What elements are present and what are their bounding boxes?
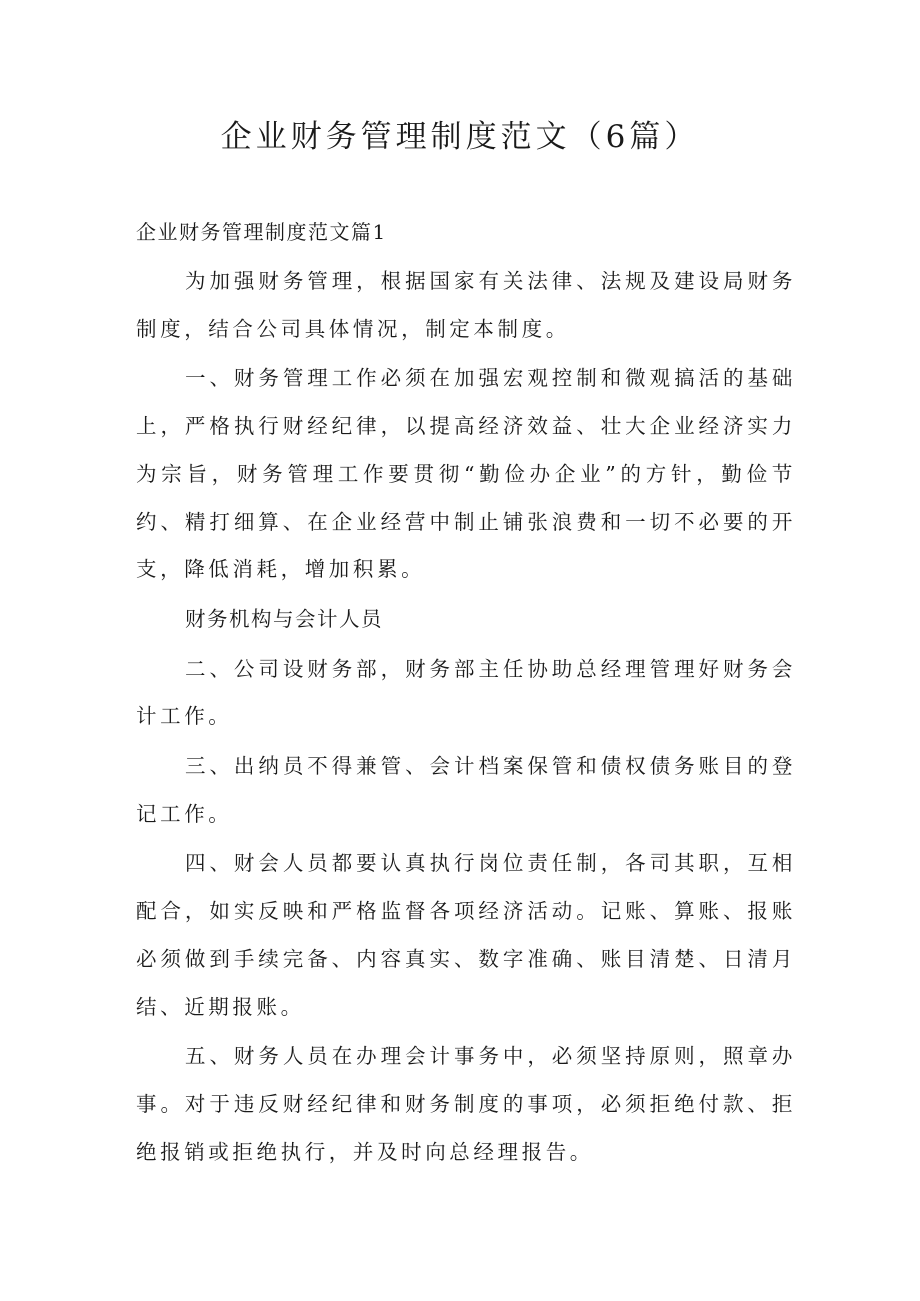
paragraph-intro: 为加强财务管理，根据国家有关法律、法规及建设局财务制度，结合公司具体情况，制定本制度。	[136, 269, 796, 341]
paragraph-article-1: 一、财务管理工作必须在加强宏观控制和微观搞活的基础上，严格执行财经纪律，以提高经济效益、壮大企业经济实力为宗旨，财务管理工作要贯彻“勤俭办企业”的方针，勤俭节约、精打细算、在企业经营中制止铺张浪费和一切不必要的开支，降低消耗，增加积累。	[136, 366, 796, 582]
section-heading: 企业财务管理制度范文篇1	[136, 220, 387, 244]
document-body	[136, 258, 796, 1178]
paragraph-article-3: 三、出纳员不得兼管、会计档案保管和债权债务账目的登记工作。	[136, 754, 796, 826]
paragraph-article-5: 五、财务人员在办理会计事务中，必须坚持原则，照章办事。对于违反财经纪律和财务制度的事项，必须拒绝付款、拒绝报销或拒绝执行，并及时向总经理报告。	[136, 1044, 796, 1164]
paragraph-article-2: 二、公司设财务部，财务部主任协助总经理管理好财务会计工作。	[136, 656, 796, 729]
subsection-heading: 财务机构与会计人员	[185, 606, 383, 631]
document-title: 企业财务管理制度范文（6篇）	[220, 119, 700, 155]
paragraph-article-4: 四、财会人员都要认真执行岗位责任制，各司其职，互相配合，如实反映和严格监督各项经济活动。记账、算账、报账必须做到手续完备、内容真实、数字准确、账目清楚、日清月结、近期报账。	[136, 851, 796, 1019]
